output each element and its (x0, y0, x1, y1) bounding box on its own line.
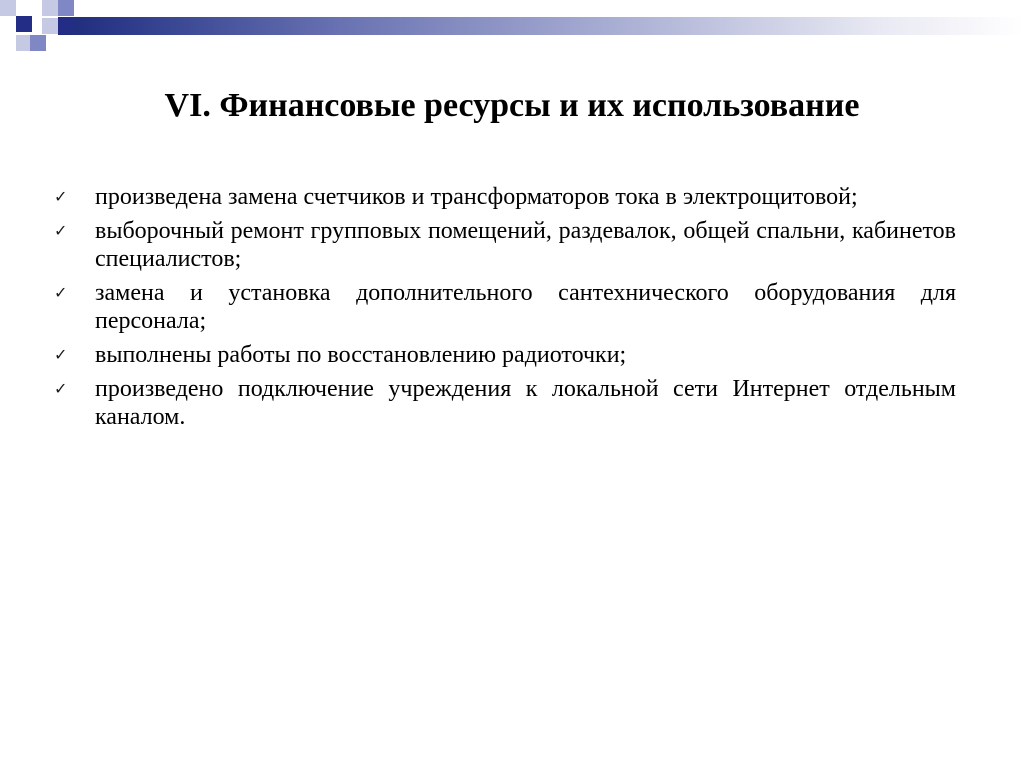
deco-square (58, 0, 74, 16)
deco-square (58, 18, 74, 34)
header-decoration (0, 0, 1024, 60)
deco-square (30, 35, 46, 51)
list-item-text: замена и установка дополнительного сантехнического оборудования для персонала; (95, 280, 956, 334)
checkmark-icon: ✓ (54, 379, 68, 398)
deco-square (16, 16, 32, 32)
list-item-text: произведена замена счетчиков и трансформаторов тока в электрощитовой; (95, 184, 858, 210)
deco-square (0, 0, 16, 16)
list-item-text: выполнены работы по восстановлению радиоточки; (95, 342, 627, 368)
list-item (54, 183, 956, 211)
gradient-band (58, 17, 1024, 35)
checkmark-icon: ✓ (54, 345, 68, 364)
list-item (54, 341, 956, 369)
list-item-text: произведено подключение учреждения к локальной сети Интернет отдельным каналом. (95, 376, 956, 430)
list-item (54, 375, 956, 431)
checkmark-icon: ✓ (54, 283, 68, 302)
deco-square (42, 18, 58, 34)
deco-square (42, 0, 58, 16)
slide-title: VI. Финансовые ресурсы и их использование (164, 87, 860, 124)
checkmark-icon: ✓ (54, 221, 68, 240)
list-item (54, 217, 956, 273)
list-item-text: выборочный ремонт групповых помещений, раздевалок, общей спальни, кабинетов специалистов; (95, 218, 956, 272)
checkmark-icon: ✓ (54, 187, 68, 206)
bullet-list (54, 183, 956, 437)
list-item (54, 279, 956, 335)
